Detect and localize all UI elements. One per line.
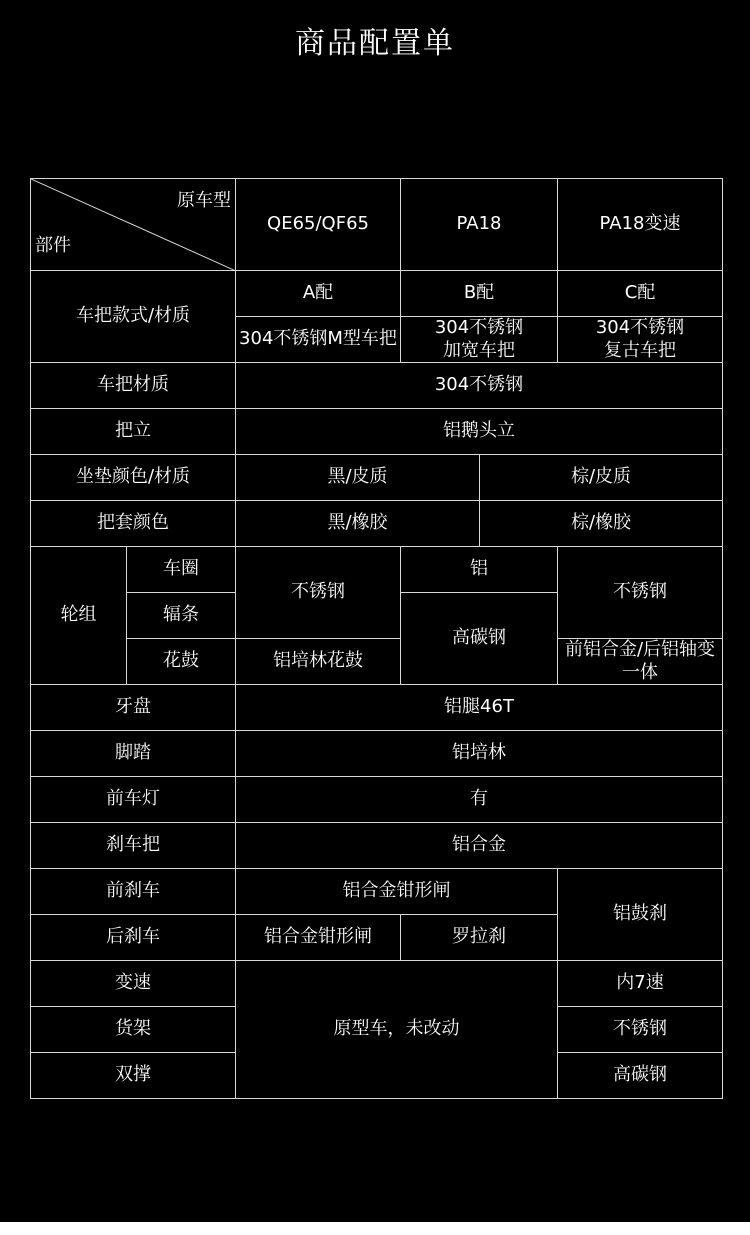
unchanged-note: 原型车，未改动 <box>236 961 558 1099</box>
handlebar-material-value: 304不锈钢 <box>236 363 723 409</box>
gears-pa18v: 内7速 <box>558 961 723 1007</box>
model-pa18-variable: PA18变速 <box>558 179 723 271</box>
pedal-value: 铝培林 <box>236 731 723 777</box>
page-title: 商品配置单 <box>295 26 455 61</box>
row-label-handlebar-material: 车把材质 <box>31 363 236 409</box>
table-row <box>31 271 723 317</box>
handlebar-pa18-type: 加宽车把 <box>443 339 515 361</box>
table-row <box>31 777 723 823</box>
model-pa18: PA18 <box>401 179 558 271</box>
rear-brake-qe65: 铝合金钳形闸 <box>236 915 401 961</box>
wheelset-qe65-rim-spoke: 不锈钢 <box>236 547 401 639</box>
row-label-front-brake: 前刹车 <box>31 869 236 915</box>
corner-header-cell <box>31 179 236 271</box>
wheelset-qe65-hub: 铝培林花鼓 <box>236 639 401 685</box>
wheelset-pa18-rim: 铝 <box>401 547 558 593</box>
brake-lever-value: 铝合金 <box>236 823 723 869</box>
handlebar-pa18v-type: 复古车把 <box>604 339 677 361</box>
saddle-black: 黑/皮质 <box>236 455 480 501</box>
row-label-kickstand: 双撑 <box>31 1053 236 1099</box>
wheelset-pa18-spoke-hub: 高碳钢 <box>401 593 558 685</box>
front-brake-value: 铝合金钳形闸 <box>236 869 558 915</box>
row-label-handlebar-style: 车把款式/材质 <box>31 271 236 363</box>
row-label-rack: 货架 <box>31 1007 236 1053</box>
table-row <box>31 547 723 593</box>
handlebar-pa18-material: 304不锈钢 <box>434 317 524 338</box>
corner-part-label: 部件 <box>35 234 71 256</box>
sub-label-rim: 车圈 <box>127 547 236 593</box>
table-row <box>31 639 723 685</box>
table-row <box>31 363 723 409</box>
table-row <box>31 409 723 455</box>
table-row <box>31 685 723 731</box>
row-label-stem: 把立 <box>31 409 236 455</box>
config-a: A配 <box>236 271 401 317</box>
stem-value: 铝鹅头立 <box>236 409 723 455</box>
table-row <box>31 823 723 869</box>
rack-pa18v: 不锈钢 <box>558 1007 723 1053</box>
table-row <box>31 869 723 915</box>
corner-model-label: 原车型 <box>177 190 231 211</box>
table-header-row <box>31 179 723 271</box>
handlebar-pa18v-material: 304不锈钢 <box>595 317 685 338</box>
sub-label-spoke: 辐条 <box>127 593 236 639</box>
handlebar-qe65: 304不锈钢M型车把 <box>236 317 401 363</box>
grips-black: 黑/橡胶 <box>236 501 480 547</box>
row-label-pedal: 脚踏 <box>31 731 236 777</box>
rear-brake-pa18: 罗拉刹 <box>401 915 558 961</box>
row-label-saddle: 坐垫颜色/材质 <box>31 455 236 501</box>
sub-label-hub: 花鼓 <box>127 639 236 685</box>
headlight-value: 有 <box>236 777 723 823</box>
config-c: C配 <box>558 271 723 317</box>
wheelset-pa18v-hub: 前铝合金/后铝轴变一体 <box>558 639 723 685</box>
config-b: B配 <box>401 271 558 317</box>
spec-table <box>30 178 723 1099</box>
wheelset-pa18v-rim-spoke: 不锈钢 <box>558 547 723 639</box>
row-label-wheelset: 轮组 <box>31 547 127 685</box>
row-label-brake-lever: 刹车把 <box>31 823 236 869</box>
row-label-headlight: 前车灯 <box>31 777 236 823</box>
table-row <box>31 501 723 547</box>
row-label-gears: 变速 <box>31 961 236 1007</box>
handlebar-pa18 <box>401 317 558 363</box>
row-label-grips: 把套颜色 <box>31 501 236 547</box>
brake-pa18v-value: 铝鼓刹 <box>558 869 723 961</box>
chainring-value: 铝腿46T <box>236 685 723 731</box>
table-row <box>31 731 723 777</box>
bottom-strip <box>0 1222 750 1235</box>
saddle-brown: 棕/皮质 <box>480 455 723 501</box>
kickstand-pa18v: 高碳钢 <box>558 1053 723 1099</box>
row-label-chainring: 牙盘 <box>31 685 236 731</box>
model-qe65: QE65/QF65 <box>236 179 401 271</box>
handlebar-pa18-variable <box>558 317 723 363</box>
table-row <box>31 455 723 501</box>
table-row <box>31 961 723 1007</box>
grips-brown: 棕/橡胶 <box>480 501 723 547</box>
row-label-rear-brake: 后刹车 <box>31 915 236 961</box>
